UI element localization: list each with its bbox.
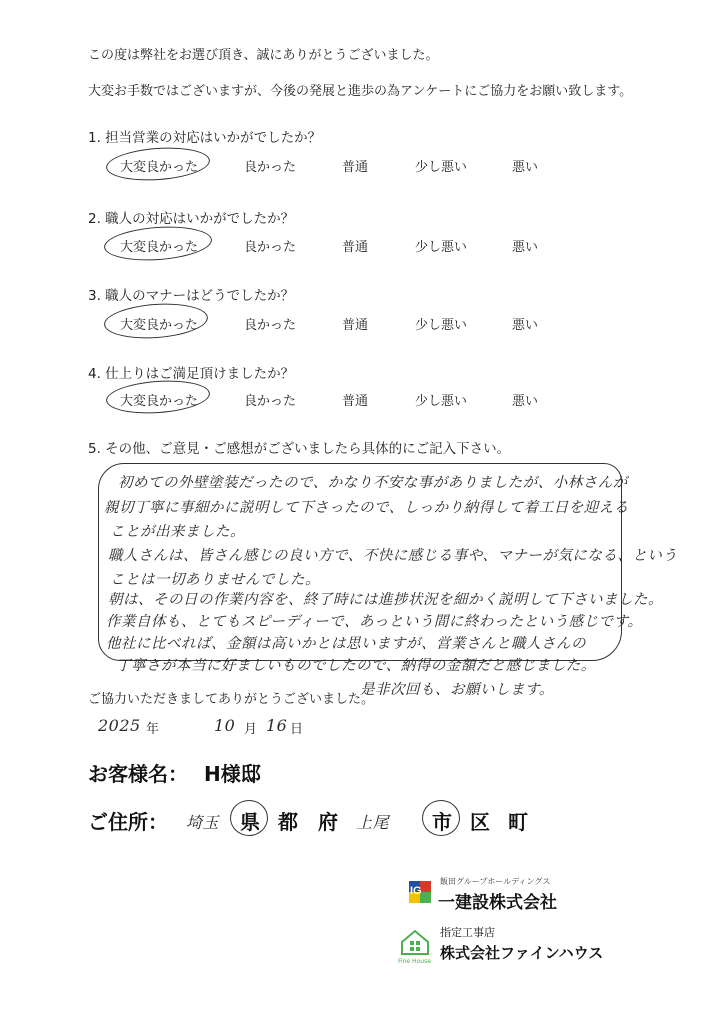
address-prefecture-value[interactable]: 埼玉 — [186, 813, 220, 832]
q4-option-slightly-bad[interactable]: 少し悪い — [415, 394, 468, 409]
fine-house-logo-text: Fine House — [398, 958, 431, 965]
q4-option-normal[interactable]: 普通 — [342, 394, 369, 409]
date-year-unit: 年 — [146, 722, 160, 737]
q2-option-very-good[interactable]: 大変良かった — [120, 240, 199, 255]
q1-option-slightly-bad[interactable]: 少し悪い — [415, 160, 468, 175]
q1-option-very-good[interactable]: 大変良かった — [120, 160, 199, 175]
designated-contractor-label: 指定工事店 — [440, 926, 495, 939]
date-month-unit: 月 — [244, 722, 258, 737]
comment-line: 作業自体も、とてもスピーディーで、あっという間に終わったという感じです。 — [106, 614, 643, 630]
q1-option-bad[interactable]: 悪い — [512, 160, 539, 175]
q2-option-good[interactable]: 良かった — [244, 240, 297, 255]
q3-option-good[interactable]: 良かった — [244, 318, 297, 333]
q3-option-bad[interactable]: 悪い — [512, 318, 539, 333]
ig-logo-icon — [408, 880, 432, 904]
q2-option-slightly-bad[interactable]: 少し悪い — [415, 240, 468, 255]
comment-line: 他社に比べれば、金額は高いかとは思いますが、営業さんと職人さんの — [106, 636, 586, 652]
fine-house-logo-icon — [398, 926, 432, 960]
sub-company-name: 株式会社ファインハウス — [440, 944, 604, 962]
address-machi: 町 — [508, 810, 528, 834]
q1-option-normal[interactable]: 普通 — [342, 160, 369, 175]
date-day-unit: 日 — [290, 722, 304, 737]
question-1-label: 1. 担当営業の対応はいかがでしたか？ — [88, 130, 322, 146]
thanks-handwritten: 是非次回も、お願いします。 — [360, 682, 554, 698]
q2-selection-circle — [103, 223, 213, 263]
address-ken-circle — [230, 800, 268, 836]
comment-line: 丁寧さが本当に好ましいものでしたので、納得の金額だと感じました。 — [116, 658, 596, 674]
group-name: 飯田グループホールディングス — [440, 877, 551, 886]
address-fu: 府 — [318, 810, 338, 834]
q3-option-normal[interactable]: 普通 — [342, 318, 369, 333]
address-ku: 区 — [470, 810, 490, 834]
comment-line: ことが出来ました。 — [110, 524, 245, 540]
date-day-value: 16 — [266, 716, 288, 735]
q3-option-very-good[interactable]: 大変良かった — [120, 318, 199, 333]
q4-option-very-good[interactable]: 大変良かった — [120, 394, 199, 409]
question-3-label: 3. 職人のマナーはどうでしたか？ — [88, 288, 295, 304]
address-label: ご住所： — [88, 810, 168, 834]
q2-option-normal[interactable]: 普通 — [342, 240, 369, 255]
comment-line: ことは一切ありませんでした。 — [110, 572, 320, 588]
company-name: 一建設株式会社 — [438, 893, 557, 913]
intro-line-1: この度は弊社をお選び頂き、誠にありがとうございました。 — [88, 48, 439, 63]
q4-selection-circle — [105, 377, 211, 416]
q1-selection-circle — [105, 144, 211, 183]
thanks-text: ご協力いただきましてありがとうございました。 — [88, 692, 375, 707]
comment-line: 職人さんは、皆さん感じの良い方で、不快に感じる事や、マナーが気になる、という — [108, 548, 678, 564]
address-to: 都 — [278, 810, 298, 834]
address-city-value[interactable]: 上尾 — [356, 813, 390, 832]
q1-option-good[interactable]: 良かった — [244, 160, 297, 175]
ig-logo-text: IG — [410, 885, 422, 897]
customer-name-value[interactable]: H様邸 — [204, 762, 261, 786]
q2-option-bad[interactable]: 悪い — [512, 240, 539, 255]
address-shi: 市 — [432, 810, 452, 834]
q4-option-good[interactable]: 良かった — [244, 394, 297, 409]
question-4-label: 4. 仕上りはご満足頂けましたか？ — [88, 366, 295, 382]
date-month-value: 10 — [214, 716, 236, 735]
q3-option-slightly-bad[interactable]: 少し悪い — [415, 318, 468, 333]
intro-line-2: 大変お手数ではございますが、今後の発展と進歩の為アンケートにご協力をお願い致します。 — [88, 84, 633, 99]
comment-line: 親切丁寧に事細かに説明して下さったので、しっかり納得して着工日を迎える — [104, 500, 629, 516]
question-2-label: 2. 職人の対応はいかがでしたか？ — [88, 211, 295, 227]
date-year-value: 2025 — [98, 716, 141, 735]
customer-name-label: お客様名： — [88, 762, 188, 786]
address-shi-circle — [422, 800, 460, 836]
question-5-label: 5. その他、ご意見・ご感想がございましたら具体的にご記入下さい。 — [88, 441, 511, 457]
comment-line: 初めての外壁塗装だったので、かなり不安な事がありましたが、小林さんが — [118, 475, 628, 491]
comment-line: 朝は、その日の作業内容を、終了時には進捗状況を細かく説明して下さいました。 — [108, 592, 663, 608]
address-ken: 県 — [240, 810, 260, 834]
q3-selection-circle — [103, 300, 209, 341]
q4-option-bad[interactable]: 悪い — [512, 394, 539, 409]
